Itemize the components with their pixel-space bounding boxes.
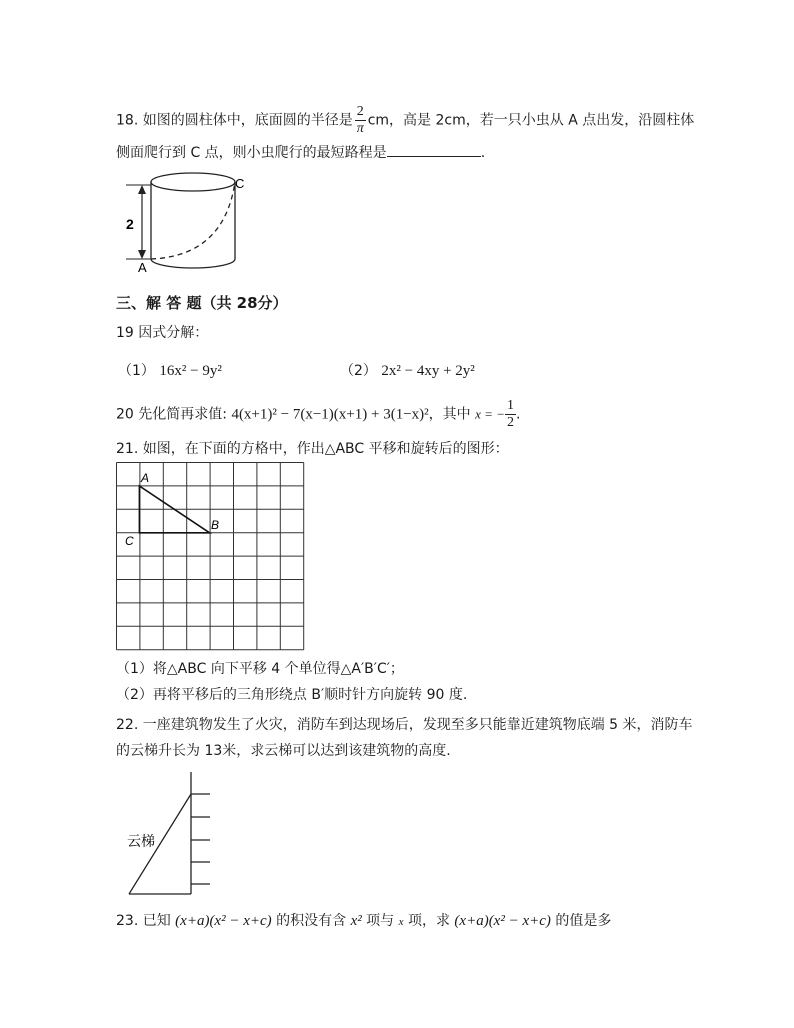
q18-radius-fraction bbox=[355, 104, 366, 137]
q18-height-label: 2 bbox=[126, 216, 134, 232]
cylinder-figure bbox=[116, 168, 256, 278]
q20-x-eq: x = − bbox=[475, 406, 505, 422]
q18-line1 bbox=[116, 104, 694, 137]
q20-where: ，其中 bbox=[428, 406, 471, 423]
q23-mid3: 项，求 bbox=[407, 913, 450, 929]
q18-frac-den: π bbox=[356, 121, 364, 136]
q23-mid1: 的积没有含 bbox=[276, 913, 347, 929]
q18-frac-num: 2 bbox=[356, 104, 364, 119]
q22-line1: 22. 一座建筑物发生了火灾，消防车到达现场后，发现至多只能靠近建筑物底端 5 米，消防车 bbox=[116, 717, 693, 733]
grid-lines bbox=[117, 463, 304, 650]
q23-mid2: 项与 bbox=[366, 913, 395, 929]
q20-x-fraction bbox=[505, 398, 516, 431]
q20-frac-num: 1 bbox=[506, 398, 514, 413]
q22-line2: 的云梯升长为 13米，求云梯可以达到该建筑物的高度. bbox=[116, 743, 451, 759]
q23-term1: x² bbox=[350, 913, 362, 929]
grid-label-b: B bbox=[211, 518, 220, 532]
q19-part2-expr: 2x² − 4xy + 2y² bbox=[381, 363, 475, 379]
q18-line2-end: . bbox=[480, 145, 486, 161]
q18-label-c: C bbox=[235, 176, 245, 191]
q21-step1: （1）将△ABC 向下平移 4 个单位得△A′B′C′； bbox=[116, 661, 404, 677]
ladder-figure bbox=[126, 768, 236, 898]
q20-end: . bbox=[515, 406, 521, 423]
q19-part1-label: （1） bbox=[118, 363, 155, 379]
q18-text-after: cm，高是 2cm，若一只小虫从 A 点出发，沿圆柱体 bbox=[367, 112, 695, 129]
section3-title: 三、解 答 题（共 28分） bbox=[116, 294, 288, 312]
q23-line bbox=[116, 912, 611, 931]
q23-expr2: (x+a)(x² − x+c) bbox=[454, 913, 551, 929]
q23-end: 的值是多 bbox=[555, 913, 612, 929]
q20-expr: 4(x+1)² − 7(x−1)(x+1) + 3(1−x)² bbox=[231, 406, 429, 423]
q20-line bbox=[116, 398, 520, 431]
q18-line2 bbox=[116, 144, 485, 162]
q23-term2: x bbox=[398, 916, 404, 928]
q18-line2-text: 侧面爬行到 C 点，则小虫爬行的最短路程是 bbox=[116, 145, 387, 161]
q21-step2: （2）再将平移后的三角形绕点 B′顺时针方向旋转 90 度. bbox=[116, 687, 468, 703]
q21-text: 21. 如图，在下面的方格中，作出△ABC 平移和旋转后的图形： bbox=[116, 441, 509, 457]
q19-title: 19 因式分解： bbox=[116, 325, 209, 341]
grid-label-a: A bbox=[141, 471, 150, 485]
q19-part1-expr: 16x² − 9y² bbox=[159, 363, 222, 379]
q21-grid-figure bbox=[116, 462, 306, 652]
q19-part2 bbox=[340, 362, 475, 380]
q18-answer-blank[interactable] bbox=[387, 144, 481, 157]
q19-part2-label: （2） bbox=[340, 363, 377, 379]
q18-text-before: 如图的圆柱体中，底面圆的半径是 bbox=[142, 112, 353, 129]
ladder-label: 云梯 bbox=[127, 833, 155, 849]
q23-number: 23. 已知 bbox=[116, 913, 171, 929]
q18-label-a: A bbox=[138, 260, 147, 275]
q23-expr1: (x+a)(x² − x+c) bbox=[175, 913, 272, 929]
q19-part1 bbox=[118, 362, 222, 380]
grid-label-c: C bbox=[125, 534, 134, 548]
q20-text: 20 先化简再求值: bbox=[116, 406, 232, 423]
q18-number: 18. bbox=[116, 112, 139, 129]
q20-frac-den: 2 bbox=[506, 415, 514, 430]
